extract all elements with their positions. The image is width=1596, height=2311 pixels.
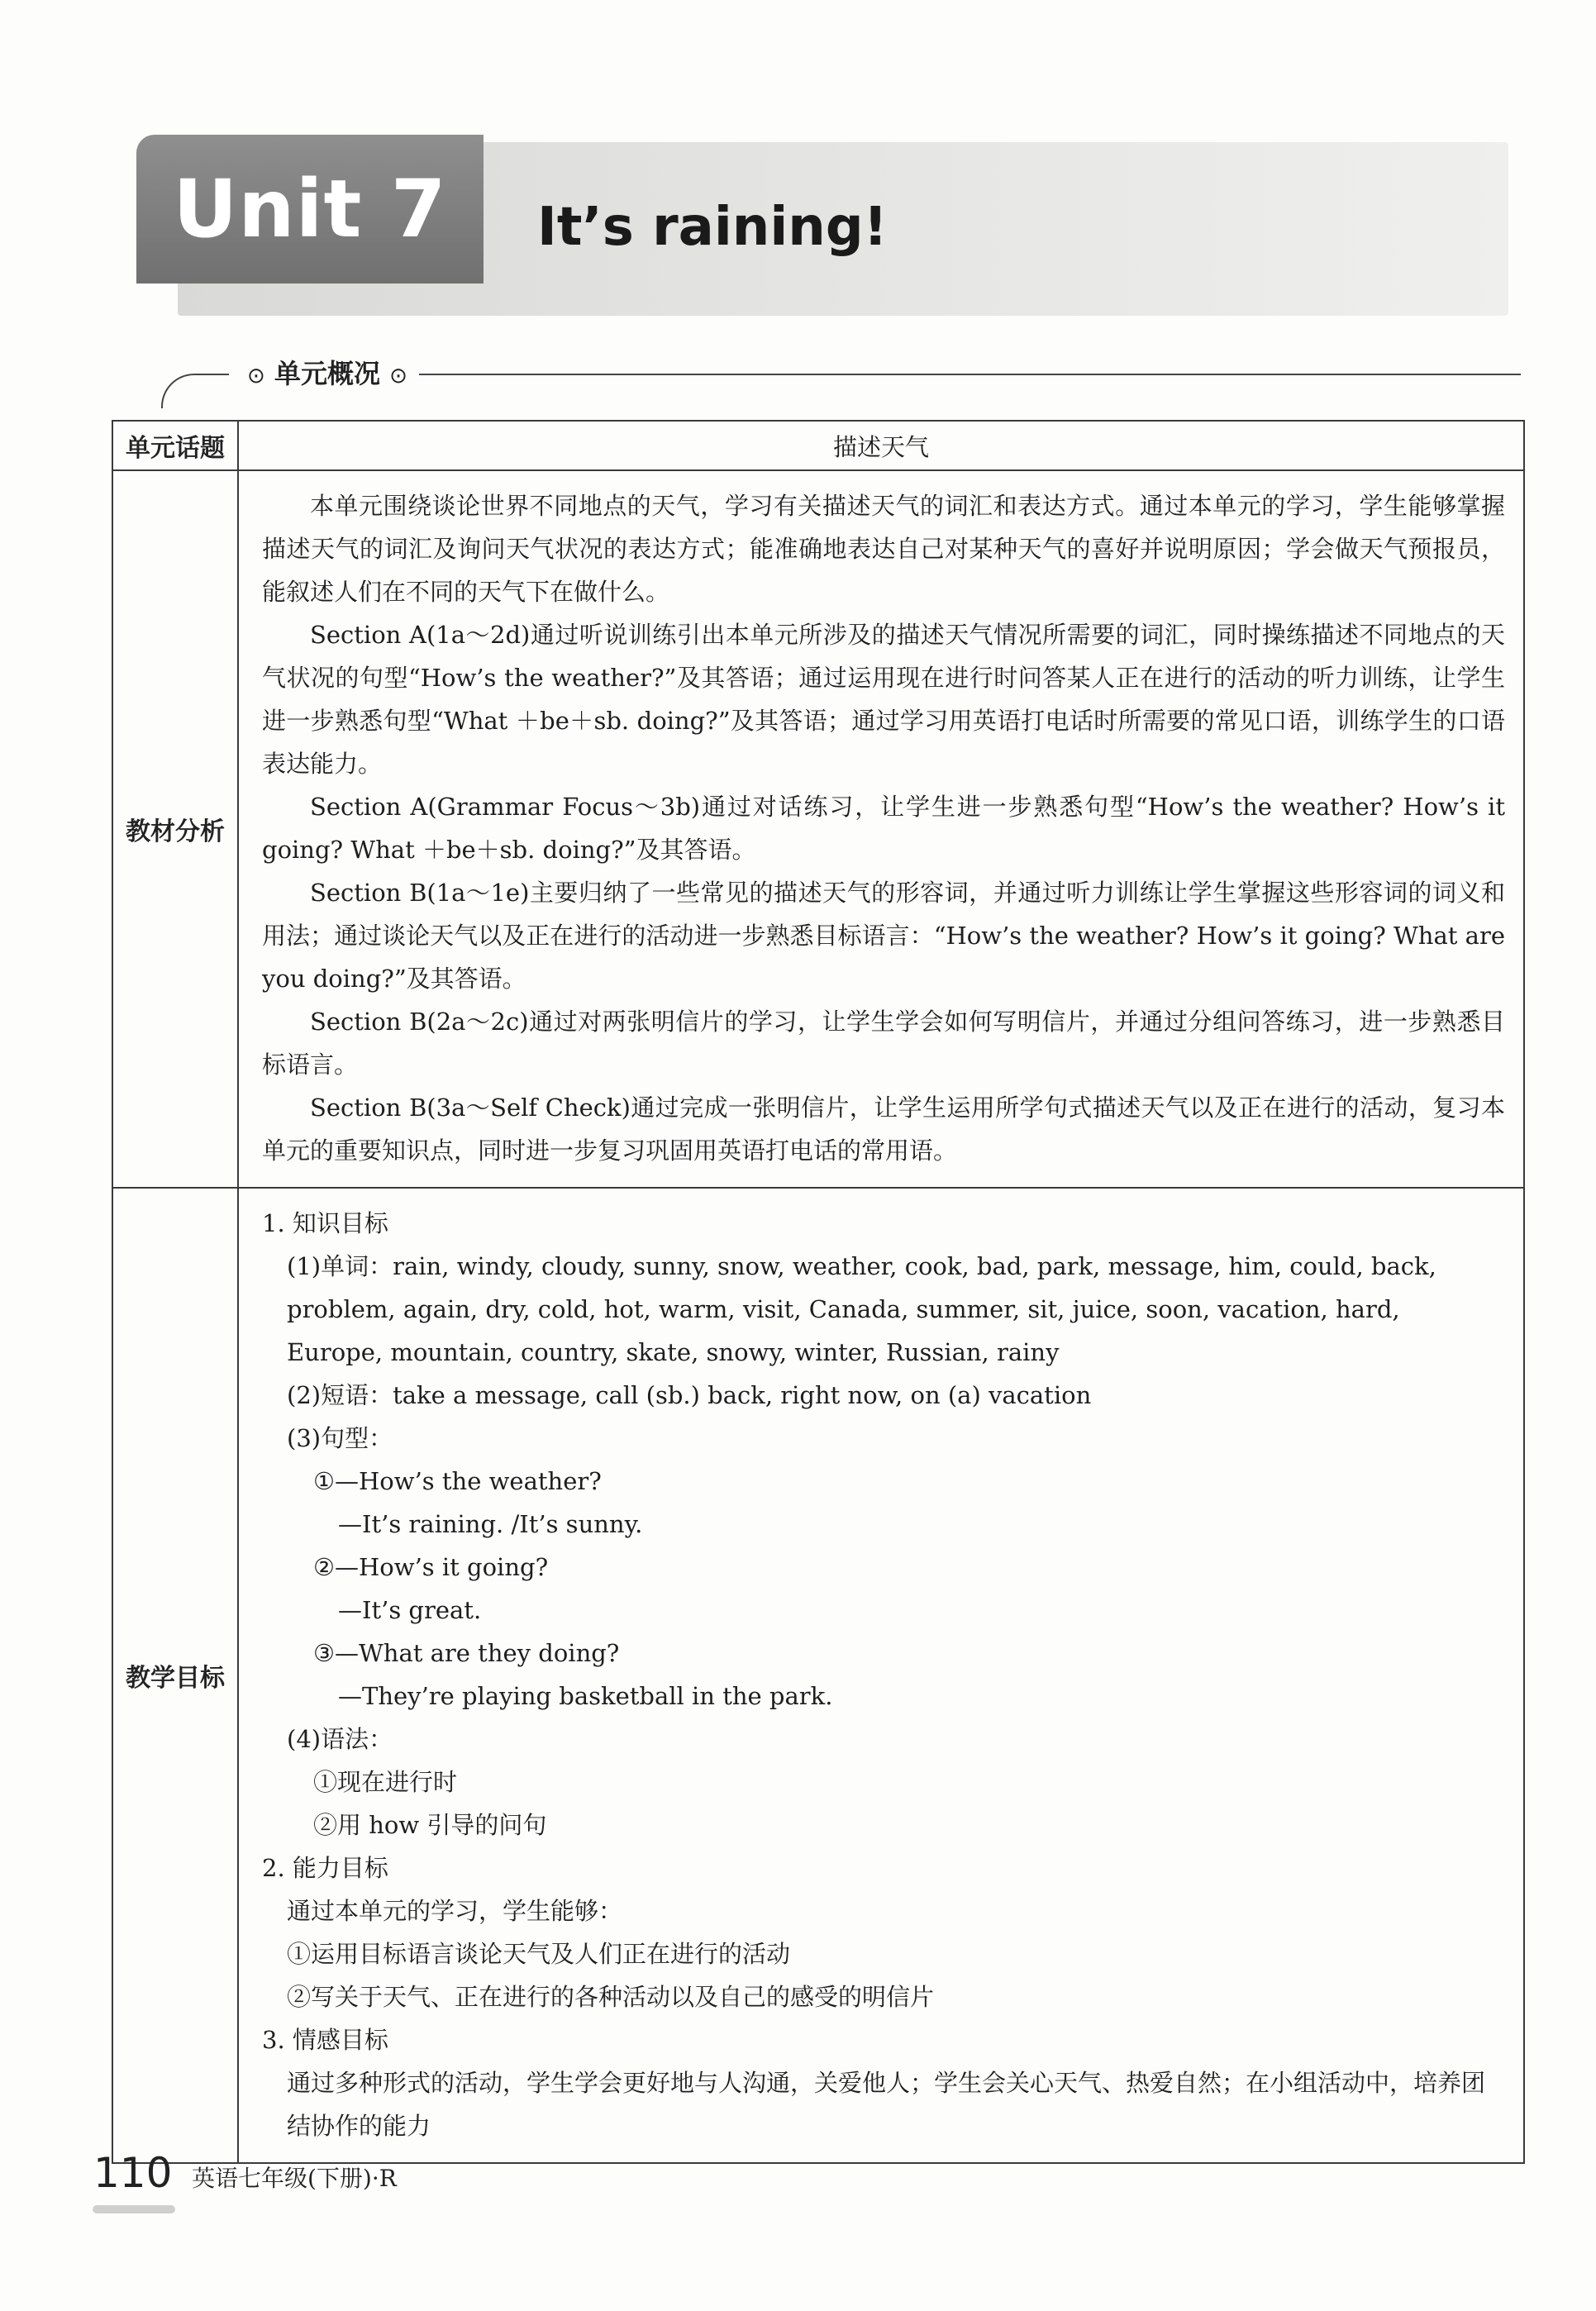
circle-dot-icon: ⊙ — [247, 364, 265, 388]
emotion-text: 通过多种形式的活动，学生学会更好地与人沟通，关爱他人；学生会关心天气、热爱自然；在小组活动中，培养团结协作的能力 — [287, 2069, 1486, 2140]
analysis-paragraph: Section B(3a～Self Check)通过完成一张明信片，让学生运用所学句式描述天气以及正在进行的活动，复习本单元的重要知识点，同时进一步复习巩固用英语打电话的常用语。 — [262, 1094, 1505, 1165]
grammar-item: ②用 how 引导的问句 — [313, 1811, 547, 1839]
circle-dot-icon: ⊙ — [389, 364, 407, 388]
sentence-answer: —They’re playing basketball in the park. — [338, 1682, 833, 1710]
table-row-objectives — [112, 1188, 1524, 2163]
words-line — [262, 1245, 1505, 1288]
heading-decoration-curve — [161, 374, 229, 408]
unit-label: Unit 7 — [173, 163, 447, 255]
analysis-content — [238, 470, 1524, 1188]
overview-heading: 单元概况 — [274, 358, 380, 389]
sentences-label: (3)句型： — [287, 1424, 393, 1452]
table-row-topic — [112, 421, 1524, 470]
sentence-answer: —It’s great. — [338, 1596, 482, 1624]
section-heading-overview — [161, 351, 1521, 393]
emotion-title: 3. 情感目标 — [262, 2026, 388, 2054]
analysis-paragraph: Section A(Grammar Focus～3b)通过对话练习，让学生进一步熟悉句型“How’s the weather? How’s it going? What ＋be＋sb. doing?”及其答语。 — [262, 793, 1505, 864]
topic-value: 描述天气 — [238, 421, 1524, 470]
page-number-underline — [93, 2205, 175, 2213]
analysis-label: 教材分析 — [112, 470, 238, 1188]
words-list-2: problem, again, dry, cold, hot, warm, visit, Canada, summer, sit, juice, soon, vacation, hard, — [287, 1295, 1400, 1323]
sentence-answer: —It’s raining. /It’s sunny. — [338, 1510, 643, 1538]
sentence-question: ②—How’s it going? — [313, 1553, 549, 1581]
unit-title: It’s raining! — [537, 197, 888, 258]
words-list-3: Europe, mountain, country, skate, snowy, winter, Russian, rainy — [287, 1338, 1060, 1366]
ability-title: 2. 能力目标 — [262, 1854, 388, 1882]
words-list-1: rain, windy, cloudy, sunny, snow, weather, cook, bad, park, message, him, could, back, — [393, 1252, 1436, 1280]
objectives-label: 教学目标 — [112, 1188, 238, 2163]
analysis-paragraph: Section A(1a～2d)通过听说训练引出本单元所涉及的描述天气情况所需要的词汇，同时操练描述不同地点的天气状况的句型“How’s the weather?”及其答语；通过运用现在进行时问答某人正在进行的活动的听力训练，让学生进一步熟悉句型“What ＋be＋sb. doing?”及其答语；通过学习用英语打电话时所需要的常见口语，训练学生的口语表达能力。 — [262, 621, 1505, 778]
ability-intro: 通过本单元的学习，学生能够： — [287, 1897, 623, 1925]
topic-label: 单元话题 — [112, 421, 238, 470]
unit-label-box — [136, 135, 484, 284]
ability-item: ②写关于天气、正在进行的各种活动以及自己的感受的明信片 — [287, 1983, 935, 2011]
sentence-question: ①—How’s the weather? — [313, 1467, 602, 1495]
table-row-analysis — [112, 470, 1524, 1188]
heading-rule — [409, 374, 1521, 375]
sentence-question: ③—What are they doing? — [313, 1639, 620, 1667]
book-title: 英语七年级(下册)·R — [192, 2165, 397, 2192]
words-label: (1)单词： — [287, 1252, 393, 1280]
analysis-paragraph: Section B(2a～2c)通过对两张明信片的学习，让学生学会如何写明信片，并通过分组问答练习，进一步熟悉目标语言。 — [262, 1008, 1505, 1079]
ability-item: ①运用目标语言谈论天气及人们正在进行的活动 — [287, 1940, 791, 1968]
phrases-line: (2)短语：take a message, call (sb.) back, right now, on (a) vacation — [287, 1381, 1092, 1409]
analysis-paragraph: Section B(1a～1e)主要归纳了一些常见的描述天气的形容词，并通过听力训练让学生掌握这些形容词的词义和用法；通过谈论天气以及正在进行的活动进一步熟悉目标语言：“How’s the weather? How’s it going? What are you doing?”及其答语。 — [262, 879, 1505, 993]
objectives-content — [238, 1188, 1524, 2163]
unit-overview-table — [112, 420, 1525, 2164]
analysis-paragraph: 本单元围绕谈论世界不同地点的天气，学习有关描述天气的词汇和表达方式。通过本单元的学习，学生能够掌握描述天气的词汇及询问天气状况的表达方式；能准确地表达自己对某种天气的喜好并说明原因；学会做天气预报员，能叙述人们在不同的天气下在做什么。 — [262, 492, 1505, 606]
page-number: 110 — [93, 2149, 173, 2197]
grammar-item: ①现在进行时 — [313, 1768, 458, 1796]
knowledge-title: 1. 知识目标 — [262, 1209, 388, 1237]
grammar-label: (4)语法： — [287, 1725, 393, 1753]
